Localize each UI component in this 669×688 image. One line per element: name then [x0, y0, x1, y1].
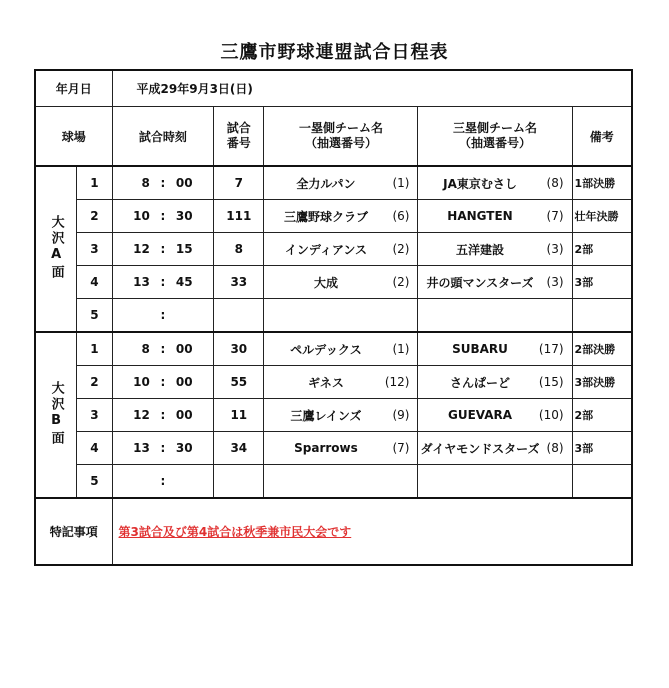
- game-remark: [572, 299, 632, 333]
- game-remark: 3部: [572, 432, 632, 465]
- game-minute: 00: [175, 342, 193, 356]
- header-first-base: [264, 107, 418, 167]
- game-order: 2: [77, 366, 112, 399]
- first-base-team-cell: [264, 399, 418, 432]
- game-remark: 2部: [572, 233, 632, 266]
- third-base-lot: (7): [546, 209, 564, 223]
- game-time: [112, 299, 214, 333]
- first-base-lot: (1): [392, 342, 410, 356]
- header-first-base-line2: （抽選番号）: [304, 136, 377, 150]
- game-minute: 30: [175, 209, 193, 223]
- third-base-team-cell: [418, 399, 572, 432]
- first-base-team-cell: [264, 366, 418, 399]
- date-row: [35, 70, 632, 107]
- field-name-cell: [35, 332, 77, 498]
- game-row: [35, 299, 632, 333]
- game-number: 55: [214, 366, 264, 399]
- game-minute: [176, 308, 206, 322]
- third-base-team-cell: [418, 432, 572, 465]
- header-third-base-line2: （抽選番号）: [459, 136, 532, 150]
- first-base-team-cell: [264, 233, 418, 266]
- third-base-team-cell: [418, 166, 572, 200]
- document-title: 三鷹市野球連盟試合日程表: [220, 42, 449, 63]
- game-time: [112, 366, 214, 399]
- game-number: 8: [214, 233, 264, 266]
- notes-cell: [112, 498, 632, 565]
- third-base-team-cell: [418, 332, 572, 366]
- field-name: 大沢B面: [48, 380, 64, 447]
- third-base-lot: (10): [538, 408, 564, 422]
- game-time-colon: :: [160, 474, 166, 488]
- third-base-team-cell: [418, 266, 572, 299]
- first-base-lot: (1): [392, 176, 410, 190]
- game-row: [35, 465, 632, 499]
- game-row: [35, 266, 632, 299]
- third-base-team-cell: [418, 465, 572, 499]
- game-number: 7: [214, 166, 264, 200]
- game-time-colon: :: [160, 275, 166, 289]
- first-base-lot: (12): [384, 375, 410, 389]
- game-row: [35, 200, 632, 233]
- first-base-team: 大成: [313, 275, 338, 290]
- third-base-lot: (17): [538, 342, 564, 356]
- first-base-lot: (7): [392, 441, 410, 455]
- notes-text: 第3試合及び第4試合は秋季兼市民大会です: [118, 525, 352, 539]
- game-minute: 00: [175, 408, 193, 422]
- game-order: 5: [77, 299, 112, 333]
- schedule-table: [34, 69, 633, 566]
- game-remark: 3部決勝: [572, 366, 632, 399]
- game-time: [112, 432, 214, 465]
- header-remarks: 備考: [572, 107, 632, 167]
- third-base-lot: (8): [546, 176, 564, 190]
- header-row: [35, 107, 632, 167]
- game-minute: 00: [175, 176, 193, 190]
- third-base-team: HANGTEN: [447, 209, 513, 223]
- game-time-colon: :: [160, 176, 166, 190]
- game-hour: 10: [133, 375, 150, 389]
- first-base-team: ギネス: [308, 375, 344, 390]
- game-minute: [176, 474, 206, 488]
- third-base-lot: (3): [546, 275, 564, 289]
- third-base-team: ダイヤモンドスターズ: [420, 441, 540, 456]
- game-time: [112, 166, 214, 200]
- third-base-team-cell: [418, 366, 572, 399]
- game-hour: 8: [141, 342, 150, 356]
- first-base-lot: (9): [392, 408, 410, 422]
- date-value: 平成29年9月3日(日): [112, 70, 632, 107]
- third-base-team-cell: [418, 299, 572, 333]
- game-hour: 8: [141, 176, 150, 190]
- third-base-team-cell: [418, 200, 572, 233]
- game-order: 3: [77, 399, 112, 432]
- game-hour: 13: [133, 441, 150, 455]
- game-order: 4: [77, 432, 112, 465]
- third-base-lot: (8): [546, 441, 564, 455]
- field-name: 大沢A面: [48, 214, 64, 281]
- game-time: [112, 465, 214, 499]
- game-row: [35, 166, 632, 200]
- game-number: [214, 465, 264, 499]
- notes-row: [35, 498, 632, 565]
- game-hour: 12: [133, 242, 150, 256]
- game-order: 1: [77, 166, 112, 200]
- third-base-team: 五洋建設: [456, 242, 505, 257]
- game-order: 2: [77, 200, 112, 233]
- game-time-colon: :: [160, 441, 166, 455]
- game-time-colon: :: [160, 375, 166, 389]
- game-hour: 13: [133, 275, 150, 289]
- first-base-team-cell: [264, 332, 418, 366]
- header-game-no-line1: 試合: [226, 121, 251, 135]
- first-base-lot: (2): [392, 275, 410, 289]
- game-number: 11: [214, 399, 264, 432]
- game-time-colon: :: [160, 209, 166, 223]
- game-time: [112, 266, 214, 299]
- first-base-team-cell: [264, 266, 418, 299]
- header-third-base: [418, 107, 572, 167]
- game-order: 5: [77, 465, 112, 499]
- third-base-team: SUBARU: [452, 342, 508, 356]
- first-base-team-cell: [264, 166, 418, 200]
- game-number: 33: [214, 266, 264, 299]
- game-time-colon: :: [160, 242, 166, 256]
- game-hour: [120, 308, 150, 322]
- game-row: [35, 399, 632, 432]
- game-hour: [120, 474, 150, 488]
- third-base-team: JA東京むさし: [443, 176, 517, 191]
- game-remark: 2部決勝: [572, 332, 632, 366]
- first-base-team: 三鷹レインズ: [290, 408, 362, 423]
- first-base-team: 全力ルパン: [296, 176, 356, 191]
- game-number: 111: [214, 200, 264, 233]
- notes-label: 特記事項: [35, 498, 112, 565]
- third-base-team: 井の頭マンスターズ: [426, 275, 534, 290]
- first-base-lot: (6): [392, 209, 410, 223]
- first-base-team-cell: [264, 200, 418, 233]
- game-remark: 1部決勝: [572, 166, 632, 200]
- game-time: [112, 399, 214, 432]
- game-minute: 00: [175, 375, 193, 389]
- game-row: [35, 233, 632, 266]
- header-third-base-line1: 三塁側チーム名: [453, 121, 538, 135]
- game-row: [35, 366, 632, 399]
- game-time: [112, 200, 214, 233]
- first-base-team-cell: [264, 432, 418, 465]
- header-first-base-line1: 一塁側チーム名: [298, 121, 383, 135]
- game-time: [112, 332, 214, 366]
- game-number: [214, 299, 264, 333]
- header-field: 球場: [35, 107, 112, 167]
- game-hour: 12: [133, 408, 150, 422]
- game-hour: 10: [133, 209, 150, 223]
- date-label: 年月日: [35, 70, 112, 107]
- first-base-team-cell: [264, 299, 418, 333]
- first-base-team-cell: [264, 465, 418, 499]
- game-number: 30: [214, 332, 264, 366]
- game-time-colon: :: [160, 408, 166, 422]
- game-order: 3: [77, 233, 112, 266]
- game-time-colon: :: [160, 342, 166, 356]
- game-row: [35, 432, 632, 465]
- header-game-no: [214, 107, 264, 167]
- game-remark: 3部: [572, 266, 632, 299]
- game-minute: 45: [175, 275, 193, 289]
- game-order: 4: [77, 266, 112, 299]
- header-time: 試合時刻: [112, 107, 214, 167]
- first-base-team: Sparrows: [294, 441, 358, 455]
- game-time-colon: :: [160, 308, 166, 322]
- game-row: [35, 332, 632, 366]
- game-order: 1: [77, 332, 112, 366]
- third-base-lot: (3): [546, 242, 564, 256]
- first-base-lot: (2): [392, 242, 410, 256]
- game-minute: 30: [175, 441, 193, 455]
- first-base-team: インディアンス: [284, 242, 368, 257]
- game-remark: 2部: [572, 399, 632, 432]
- third-base-team: さんぱーど: [450, 375, 511, 390]
- game-remark: [572, 465, 632, 499]
- header-game-no-line2: 番号: [226, 136, 251, 150]
- game-minute: 15: [175, 242, 193, 256]
- third-base-team: GUEVARA: [447, 408, 513, 422]
- first-base-team: ペルデックス: [290, 342, 362, 357]
- field-name-cell: [35, 166, 77, 332]
- game-remark: 壮年決勝: [572, 200, 632, 233]
- game-time: [112, 233, 214, 266]
- third-base-team-cell: [418, 233, 572, 266]
- game-number: 34: [214, 432, 264, 465]
- first-base-team: 三鷹野球クラブ: [283, 209, 368, 224]
- third-base-lot: (15): [538, 375, 564, 389]
